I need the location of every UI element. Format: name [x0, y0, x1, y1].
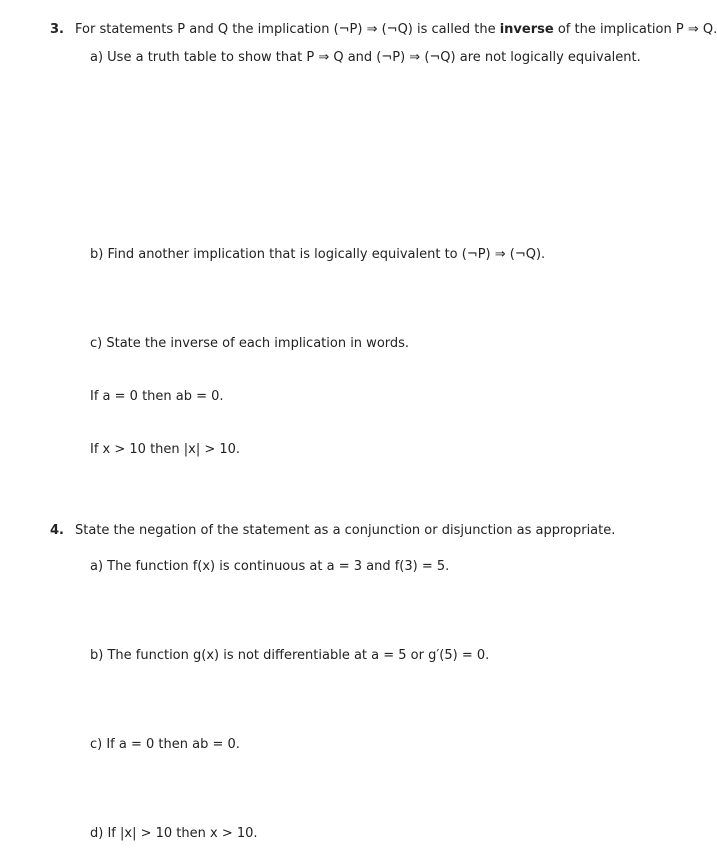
- question-3c-item-1: If a = 0 then ab = 0.: [90, 389, 224, 404]
- question-4d: d) If |x| > 10 then x > 10.: [90, 826, 258, 841]
- question-3b: b) Find another implication that is logically equivalent to (¬P) ⇒ (¬Q).: [90, 247, 546, 262]
- question-4a: a) The function f(x) is continuous at a = 3 and f(3) = 5.: [90, 559, 450, 574]
- question-3-stem-bold: inverse: [499, 22, 554, 37]
- question-3a: a) Use a truth table to show that P ⇒ Q and (¬P) ⇒ (¬Q) are not logically equivalent.: [90, 50, 641, 65]
- question-3c-item-2: If x > 10 then |x| > 10.: [90, 442, 241, 457]
- question-4-number: 4.: [50, 523, 64, 538]
- question-3-stem-pre: For statements P and Q the implication (¬P) ⇒ (¬Q) is called the: [75, 22, 500, 37]
- question-4-stem: State the negation of the statement as a conjunction or disjunction as appropriate.: [75, 523, 616, 538]
- question-4b: b) The function g(x) is not differentiable at a = 5 or g′(5) = 0.: [90, 648, 490, 663]
- question-3-stem-post: of the implication P ⇒ Q.: [553, 22, 717, 37]
- question-3c: c) State the inverse of each implication in words.: [90, 336, 410, 351]
- question-3-stem: [75, 22, 717, 38]
- question-3-number: 3.: [50, 22, 64, 37]
- question-4c: c) If a = 0 then ab = 0.: [90, 737, 240, 752]
